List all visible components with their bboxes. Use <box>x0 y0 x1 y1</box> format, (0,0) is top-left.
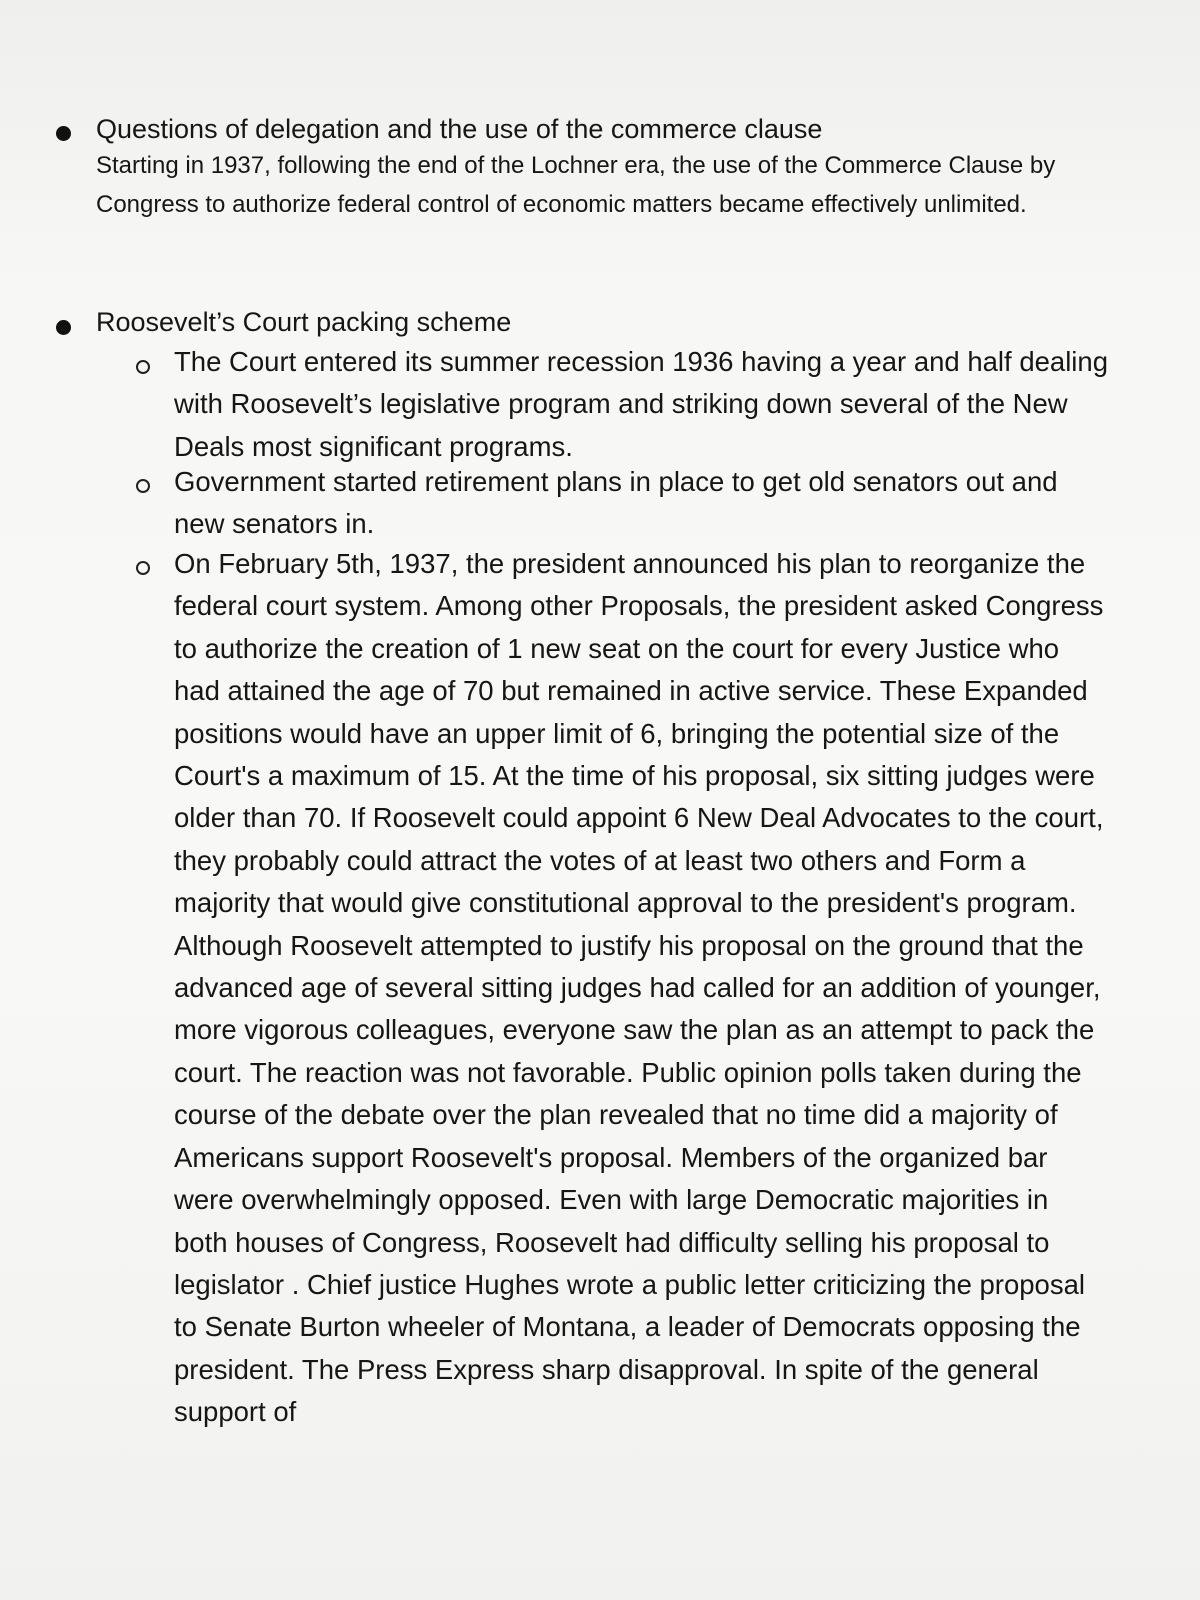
bullet-title: Roosevelt’s Court packing scheme <box>96 307 512 337</box>
sub-item-text: Government started retirement plans in place to get old senators out and new senators in. <box>174 466 1058 540</box>
sub-item-text: The Court entered its summer recession 1936 having a year and half dealing with Roosevelt’s legislative program and striking down several of the New Deals most significant programs. <box>174 346 1109 462</box>
bullet-title: Questions of delegation and the use of the commerce clause <box>96 114 823 144</box>
hollow-circle-bullet-icon <box>136 479 150 493</box>
bullet-note: Starting in 1937, following the end of the Lochner era, the use of the Commerce Clause by Congress to authorize federal control of economic matters became effectively unlimited. <box>96 152 1056 218</box>
bullet-dot-icon <box>56 320 71 335</box>
sub-item-text: On February 5th, 1937, the president announced his plan to reorganize the federal court system. Among other Proposals, the president asked Congress to authorize the creation of 1 new seat on the court for every Justice who had attained the age of 70 but remained in active service. These Expanded positions would have an upper limit of 6, bringing the potential size of the Court's a maximum of 15. At the time of his proposal, six sitting judges were older than 70. If Roosevelt could appoint 6 New Deal Advocates to the court, they probably could attract the votes of at least two others and Form a majority that would give constitutional approval to the president's program. Although Roosevelt attempted to justify his proposal on the ground that the advanced age of several sitting judges had called for an addition of younger, more vigorous colleagues, everyone saw the plan as an attempt to pack the court. The reaction was not favorable. Public opinion polls taken during the course of the debate over the plan revealed that no time did a majority of Americans support Roosevelt's proposal. Members of the organized bar were overwhelmingly opposed. Even with large Democratic majorities in both houses of Congress, Roosevelt had difficulty selling his proposal to legislator . Chief justice Hughes wrote a public letter criticizing the proposal to Senate Burton wheeler of Montana, a leader of Democrats opposing the president. The Press Express sharp disapproval. In spite of the general support of <box>174 548 1104 1428</box>
bullet-dot-icon <box>56 126 71 141</box>
hollow-circle-bullet-icon <box>136 360 150 374</box>
hollow-circle-bullet-icon <box>136 561 150 575</box>
